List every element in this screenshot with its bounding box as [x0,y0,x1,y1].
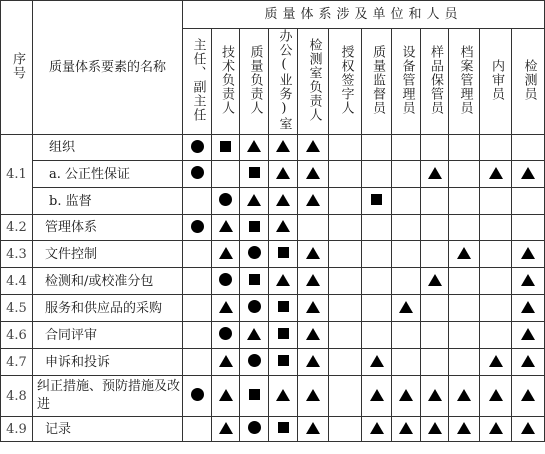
responsibility-cell [329,322,362,349]
responsibility-cell [329,268,362,295]
responsibility-cell [240,376,269,417]
responsibility-cell [449,349,480,376]
responsibility-cell [512,241,545,268]
responsibility-cell [269,188,298,215]
circle-mark-icon [248,421,261,434]
responsibility-cell [212,161,240,188]
triangle-mark-icon [521,247,535,259]
seq-cell: 4.8 [1,376,33,417]
table-row [1,188,545,215]
responsibility-cell [449,161,480,188]
element-name: 文件控制 [33,241,183,268]
role-header [480,29,512,135]
responsibility-cell [512,215,545,241]
responsibility-cell [512,349,545,376]
triangle-mark-icon [306,422,320,434]
responsibility-cell [362,188,392,215]
responsibility-cell [392,322,421,349]
responsibility-cell [212,349,240,376]
responsibility-cell [183,135,212,161]
seq-cell: 4.7 [1,349,33,376]
responsibility-cell [512,295,545,322]
table-row [1,135,545,161]
responsibility-cell [298,417,329,442]
responsibility-cell [240,161,269,188]
responsibility-cell [269,417,298,442]
responsibility-cell [183,322,212,349]
element-header: 质量体系要素的名称 [33,1,183,135]
responsibility-cell [449,295,480,322]
table-row [1,215,545,241]
group-header: 质量体系涉及单位和人员 [183,1,545,29]
responsibility-cell [298,268,329,295]
responsibility-cell [240,188,269,215]
element-name: 检测和/或校准分包 [33,268,183,295]
square-mark-icon [278,422,289,433]
responsibility-cell [212,268,240,295]
triangle-mark-icon [247,194,261,206]
role-header-label: 档案管理员 [457,45,473,115]
role-header [212,29,240,135]
role-header [392,29,421,135]
element-name: b. 监督 [33,188,183,215]
square-mark-icon [249,221,260,232]
triangle-mark-icon [428,422,442,434]
role-header-label: 检测室负责人 [306,38,322,122]
responsibility-cell [183,295,212,322]
responsibility-cell [212,215,240,241]
responsibility-cell [183,161,212,188]
triangle-mark-icon [306,194,320,206]
triangle-mark-icon [521,301,535,313]
responsibility-cell [212,241,240,268]
responsibility-cell [449,188,480,215]
element-name: 管理体系 [33,215,183,241]
responsibility-cell [392,215,421,241]
responsibility-cell [480,295,512,322]
responsibility-cell [240,322,269,349]
triangle-mark-icon [399,422,413,434]
responsibility-cell [421,215,449,241]
responsibility-cell [449,241,480,268]
responsibility-cell [212,376,240,417]
square-mark-icon [249,274,260,285]
table-row [1,349,545,376]
triangle-mark-icon [370,389,384,401]
responsibility-cell [269,295,298,322]
responsibility-cell [362,376,392,417]
role-header-label: 技术负责人 [218,45,234,115]
responsibility-cell [512,417,545,442]
square-mark-icon [249,389,260,400]
responsibility-cell [362,241,392,268]
triangle-mark-icon [489,167,503,179]
responsibility-cell [421,376,449,417]
element-name: 记录 [33,417,183,442]
square-mark-icon [371,194,382,205]
circle-mark-icon [191,166,204,179]
square-mark-icon [278,247,289,258]
responsibility-cell [392,376,421,417]
responsibility-cell [512,161,545,188]
responsibility-cell [512,322,545,349]
seq-cell: 4.3 [1,241,33,268]
responsibility-cell [512,268,545,295]
responsibility-cell [480,188,512,215]
responsibility-cell [362,349,392,376]
table-row [1,161,545,188]
role-header-label: 样品保管员 [427,45,443,115]
triangle-mark-icon [306,328,320,340]
responsibility-cell [329,215,362,241]
role-header [298,29,329,135]
triangle-mark-icon [428,167,442,179]
role-header-label: 检测员 [521,59,537,101]
circle-mark-icon [248,246,261,259]
responsibility-cell [392,295,421,322]
responsibility-cell [298,241,329,268]
responsibility-cell [329,417,362,442]
responsibility-cell [392,417,421,442]
responsibility-cell [362,161,392,188]
triangle-mark-icon [521,355,535,367]
role-header-label: 主任、副主任 [190,38,206,122]
triangle-mark-icon [247,140,261,152]
responsibility-cell [480,215,512,241]
role-header-label: 质量监督员 [369,45,385,115]
square-mark-icon [220,141,231,152]
responsibility-cell [392,268,421,295]
responsibility-cell [421,295,449,322]
triangle-mark-icon [219,247,233,259]
responsibility-cell [329,161,362,188]
role-header-label: 内审员 [488,59,504,101]
responsibility-cell [183,349,212,376]
responsibility-cell [362,268,392,295]
circle-mark-icon [248,354,261,367]
circle-mark-icon [248,300,261,313]
role-header-label: 办公(业务)室 [276,29,292,131]
role-header-label: 设备管理员 [399,45,415,115]
responsibility-cell [421,161,449,188]
seq-cell: 4.2 [1,215,33,241]
responsibility-cell [240,417,269,442]
responsibility-cell [480,417,512,442]
table-row [1,241,545,268]
role-header [421,29,449,135]
triangle-mark-icon [306,274,320,286]
role-header-label: 授权签字人 [338,45,354,115]
responsibility-cell [421,188,449,215]
role-header [512,29,545,135]
responsibility-cell [480,322,512,349]
responsibility-cell [269,349,298,376]
triangle-mark-icon [370,355,384,367]
responsibility-cell [362,417,392,442]
square-mark-icon [278,355,289,366]
responsibility-cell [421,349,449,376]
responsibility-cell [269,161,298,188]
responsibility-cell [329,376,362,417]
responsibility-cell [512,376,545,417]
responsibility-cell [298,215,329,241]
responsibility-cell [298,295,329,322]
responsibility-cell [362,322,392,349]
role-header [449,29,480,135]
triangle-mark-icon [457,247,471,259]
triangle-mark-icon [219,301,233,313]
table-row [1,322,545,349]
responsibility-cell [212,135,240,161]
triangle-mark-icon [306,301,320,313]
responsibility-cell [298,188,329,215]
circle-mark-icon [191,388,204,401]
responsibility-cell [212,417,240,442]
seq-cell: 4.9 [1,417,33,442]
seq-cell: 4.4 [1,268,33,295]
element-name: 合同评审 [33,322,183,349]
responsibility-cell [269,135,298,161]
triangle-mark-icon [276,220,290,232]
responsibility-cell [449,376,480,417]
responsibility-cell [269,215,298,241]
triangle-mark-icon [306,389,320,401]
responsibility-cell [212,322,240,349]
circle-mark-icon [219,327,232,340]
responsibility-cell [421,135,449,161]
responsibility-cell [362,135,392,161]
role-header [329,29,362,135]
table-row [1,268,545,295]
seq-cell: 4.6 [1,322,33,349]
triangle-mark-icon [247,328,261,340]
responsibility-cell [480,161,512,188]
element-name: 纠正措施、预防措施及改进 [33,376,183,417]
role-header-label: 质量负责人 [247,45,263,115]
triangle-mark-icon [489,422,503,434]
responsibility-cell [269,376,298,417]
triangle-mark-icon [489,355,503,367]
triangle-mark-icon [521,389,535,401]
triangle-mark-icon [306,140,320,152]
responsibility-cell [449,417,480,442]
responsibility-cell [298,135,329,161]
responsibility-cell [240,349,269,376]
triangle-mark-icon [457,389,471,401]
responsibility-cell [512,135,545,161]
responsibility-cell [480,376,512,417]
triangle-mark-icon [306,167,320,179]
responsibility-cell [240,215,269,241]
responsibility-cell [298,349,329,376]
responsibility-cell [329,349,362,376]
responsibility-cell [298,322,329,349]
responsibility-cell [298,161,329,188]
square-mark-icon [278,328,289,339]
triangle-mark-icon [276,194,290,206]
table-row [1,295,545,322]
triangle-mark-icon [306,247,320,259]
responsibility-cell [269,241,298,268]
responsibility-cell [392,349,421,376]
square-mark-icon [249,167,260,178]
element-name: 服务和供应品的采购 [33,295,183,322]
circle-mark-icon [191,140,204,153]
responsibility-cell [449,322,480,349]
table-row [1,417,545,442]
responsibility-cell [240,135,269,161]
element-name: a. 公正性保证 [33,161,183,188]
triangle-mark-icon [399,389,413,401]
triangle-mark-icon [276,140,290,152]
seq-cell: 4.5 [1,295,33,322]
triangle-mark-icon [219,422,233,434]
responsibility-cell [212,188,240,215]
responsibility-cell [183,268,212,295]
responsibility-cell [183,241,212,268]
triangle-mark-icon [399,301,413,313]
responsibility-cell [183,188,212,215]
responsibility-cell [183,376,212,417]
responsibility-cell [480,268,512,295]
responsibility-cell [480,135,512,161]
triangle-mark-icon [276,167,290,179]
responsibility-cell [362,215,392,241]
role-header [362,29,392,135]
element-name: 组织 [33,135,183,161]
responsibility-cell [421,241,449,268]
responsibility-cell [240,295,269,322]
seq-cell: 4.1 [1,135,33,215]
circle-mark-icon [219,273,232,286]
responsibility-cell [212,295,240,322]
responsibility-cell [392,161,421,188]
responsibility-cell [269,322,298,349]
responsibility-cell [392,135,421,161]
role-header [269,29,298,135]
responsibility-cell [329,295,362,322]
responsibility-cell [183,215,212,241]
responsibility-cell [298,376,329,417]
triangle-mark-icon [521,274,535,286]
responsibility-cell [480,349,512,376]
circle-mark-icon [219,193,232,206]
triangle-mark-icon [521,167,535,179]
responsibility-cell [449,135,480,161]
triangle-mark-icon [219,389,233,401]
responsibility-cell [183,417,212,442]
responsibility-cell [449,268,480,295]
responsibility-cell [269,268,298,295]
triangle-mark-icon [219,220,233,232]
circle-mark-icon [191,220,204,233]
responsibility-cell [512,188,545,215]
triangle-mark-icon [428,389,442,401]
triangle-mark-icon [489,389,503,401]
seq-header: 序号 [1,1,33,135]
triangle-mark-icon [521,422,535,434]
triangle-mark-icon [276,274,290,286]
responsibility-cell [392,188,421,215]
responsibility-cell [329,188,362,215]
triangle-mark-icon [428,274,442,286]
triangle-mark-icon [370,422,384,434]
responsibility-cell [421,417,449,442]
triangle-mark-icon [521,328,535,340]
triangle-mark-icon [306,355,320,367]
element-name: 申诉和投诉 [33,349,183,376]
responsibility-cell [362,295,392,322]
responsibility-cell [240,241,269,268]
responsibility-cell [421,322,449,349]
responsibility-cell [392,241,421,268]
responsibility-cell [449,215,480,241]
triangle-mark-icon [219,355,233,367]
role-header [240,29,269,135]
responsibility-cell [480,241,512,268]
square-mark-icon [278,301,289,312]
triangle-mark-icon [276,389,290,401]
responsibility-cell [329,135,362,161]
responsibility-cell [240,268,269,295]
role-header [183,29,212,135]
triangle-mark-icon [457,422,471,434]
responsibility-cell [329,241,362,268]
responsibility-cell [421,268,449,295]
table-row [1,376,545,417]
